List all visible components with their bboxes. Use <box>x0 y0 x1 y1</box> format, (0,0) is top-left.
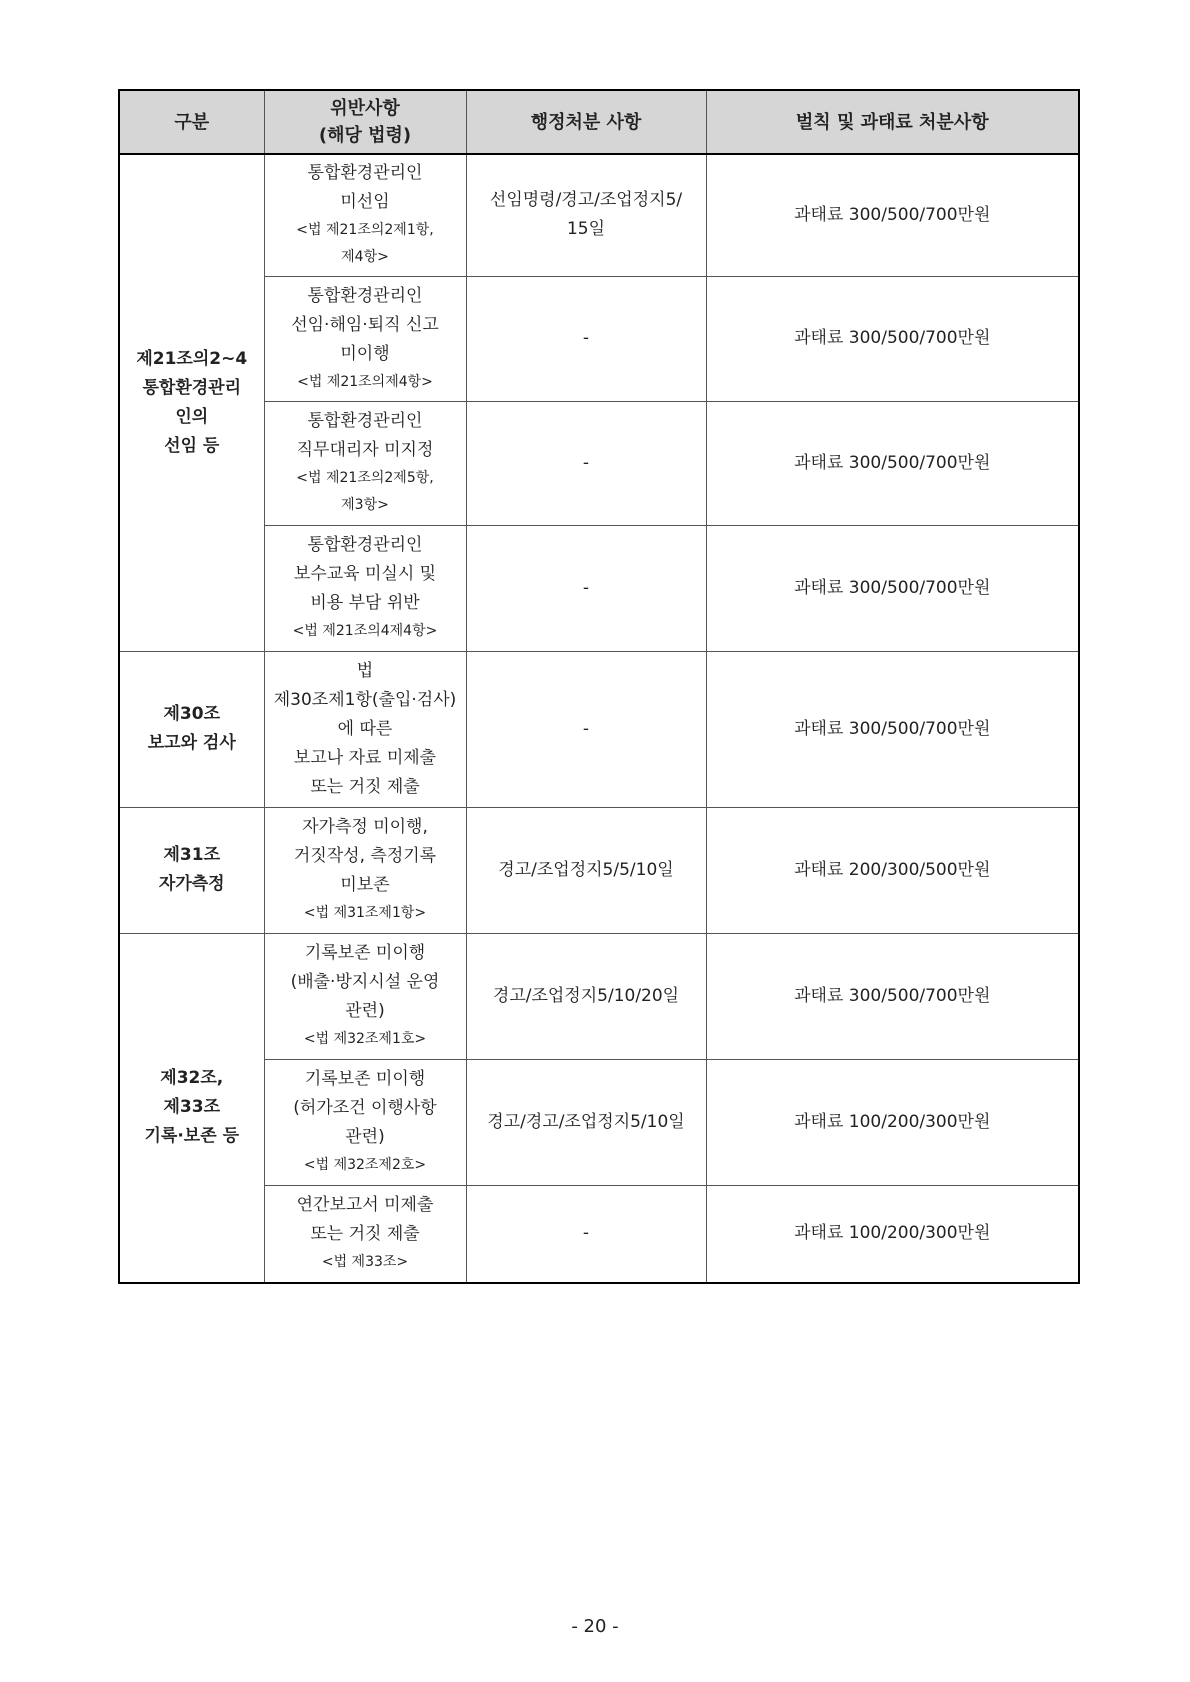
law-reference: <법 제31조제1항> <box>303 905 427 921</box>
violation-line: (배출·방지시설 운영 <box>290 972 440 992</box>
violation-line: 보수교육 미실시 및 <box>293 564 437 584</box>
violation-line: 통합환경관리인 <box>307 535 423 555</box>
admin-line: 경고/경고/조업정지5/10일 <box>487 1111 685 1132</box>
category-line: 기록·보존 등 <box>144 1126 239 1147</box>
page-number: - 20 - <box>571 1616 619 1637</box>
category-line: 제32조, <box>160 1068 224 1089</box>
law-reference: <법 제21조의2제1항, <box>296 222 434 239</box>
header-violation <box>264 90 466 154</box>
table-header-row <box>119 90 1079 154</box>
admin-line: 선임명령/경고/조업정지5/ <box>489 190 683 211</box>
violation-cell <box>264 276 466 401</box>
table-row <box>119 933 1079 1059</box>
law-reference: <법 제32조제2호> <box>303 1157 427 1173</box>
admin-cell <box>466 154 706 276</box>
table-row <box>119 807 1079 933</box>
penalty-cell: 과태료 300/500/700만원 <box>706 401 1079 525</box>
violation-line: 자가측정 미이행, <box>302 817 428 837</box>
penalty-cell: 과태료 300/500/700만원 <box>706 651 1079 807</box>
violation-line: 미선임 <box>340 192 390 213</box>
violation-line: 통합환경관리인 <box>307 285 423 306</box>
admin-line: - <box>582 1223 590 1244</box>
violation-line: 선임·해임·퇴직 신고 <box>291 314 439 335</box>
violation-line: 기록보존 미이행 <box>304 1069 426 1089</box>
penalty-cell: 과태료 200/300/500만원 <box>706 807 1079 933</box>
penalty-cell: 과태료 300/500/700만원 <box>706 154 1079 276</box>
violation-cell <box>264 933 466 1059</box>
admin-line: - <box>582 328 590 348</box>
penalty-cell: 과태료 300/500/700만원 <box>706 933 1079 1059</box>
admin-cell <box>466 276 706 401</box>
header-admin: 행정처분 사항 <box>466 90 706 154</box>
penalty-cell: 과태료 100/200/300만원 <box>706 1185 1079 1283</box>
admin-cell <box>466 1185 706 1283</box>
admin-line: - <box>582 577 590 598</box>
law-reference: <법 제21조의제4항> <box>297 373 433 390</box>
law-reference: <법 제21조의4제4항> <box>292 623 438 639</box>
violation-line: 거짓작성, 측정기록 <box>293 846 437 866</box>
admin-cell <box>466 933 706 1059</box>
category-line: 제21조의2~4 <box>136 348 248 369</box>
violation-line: 관련) <box>345 1127 385 1147</box>
category-line: 제33조 <box>163 1097 220 1118</box>
violation-line: 통합환경관리인 <box>307 163 423 184</box>
category-line: 보고와 검사 <box>147 733 236 753</box>
header-category: 구분 <box>119 90 264 154</box>
law-reference: <법 제21조의2제5항, <box>296 470 434 486</box>
violation-line: 기록보존 미이행 <box>304 943 426 963</box>
law-reference: <법 제33조> <box>321 1254 409 1271</box>
admin-line: 경고/조업정지5/10/20일 <box>492 985 680 1006</box>
category-line: 제31조 <box>163 845 220 865</box>
penalty-cell: 과태료 100/200/300만원 <box>706 1059 1079 1185</box>
category-cell <box>119 651 264 807</box>
violation-line: 비용 부담 위반 <box>310 593 420 613</box>
admin-line: - <box>582 718 590 739</box>
category-line: 통합환경관리 <box>142 377 242 398</box>
penalty-table <box>118 89 1080 1284</box>
penalty-cell: 과태료 300/500/700만원 <box>706 276 1079 401</box>
law-reference: 제3항> <box>341 497 389 513</box>
law-reference: <법 제32조제1호> <box>303 1031 427 1047</box>
admin-cell <box>466 401 706 525</box>
violation-line: (허가조건 이행사항 <box>293 1098 437 1118</box>
violation-line: 법 <box>356 660 374 681</box>
violation-line: 보고나 자료 미제출 <box>293 747 437 768</box>
violation-line: 통합환경관리인 <box>307 411 423 431</box>
violation-line: 연간보고서 미제출 <box>296 1195 434 1216</box>
violation-cell <box>264 1059 466 1185</box>
admin-cell <box>466 1059 706 1185</box>
admin-cell <box>466 651 706 807</box>
category-line: 자가측정 <box>158 874 225 894</box>
admin-cell <box>466 807 706 933</box>
violation-line: 제30조제1항(출입·검사) <box>273 689 457 710</box>
law-reference: 제4항> <box>341 249 389 266</box>
violation-cell <box>264 525 466 651</box>
admin-cell <box>466 525 706 651</box>
category-cell <box>119 154 264 651</box>
admin-line: 15일 <box>566 219 606 240</box>
header-violation-line2: (해당 법령) <box>318 125 412 146</box>
header-violation-line1: 위반사항 <box>330 98 400 119</box>
violation-line: 관련) <box>345 1001 385 1021</box>
violation-line: 또는 거짓 제출 <box>310 776 420 797</box>
category-cell <box>119 807 264 933</box>
header-penalty: 벌칙 및 과태료 처분사항 <box>706 90 1079 154</box>
table-row <box>119 651 1079 807</box>
violation-cell <box>264 651 466 807</box>
violation-line: 미보존 <box>340 875 390 895</box>
violation-cell <box>264 154 466 276</box>
violation-cell <box>264 401 466 525</box>
admin-line: - <box>582 452 590 473</box>
category-cell <box>119 933 264 1283</box>
category-line: 선임 등 <box>164 435 220 456</box>
table-row <box>119 154 1079 276</box>
violation-cell <box>264 1185 466 1283</box>
violation-line: 직무대리자 미지정 <box>296 440 434 460</box>
violation-line: 에 따른 <box>337 718 393 739</box>
admin-line: 경고/조업정지5/5/10일 <box>498 859 674 880</box>
violation-line: 또는 거짓 제출 <box>310 1224 420 1245</box>
category-line: 인의 <box>175 406 209 427</box>
violation-line: 미이행 <box>340 343 390 364</box>
violation-cell <box>264 807 466 933</box>
penalty-cell: 과태료 300/500/700만원 <box>706 525 1079 651</box>
category-line: 제30조 <box>163 704 220 724</box>
